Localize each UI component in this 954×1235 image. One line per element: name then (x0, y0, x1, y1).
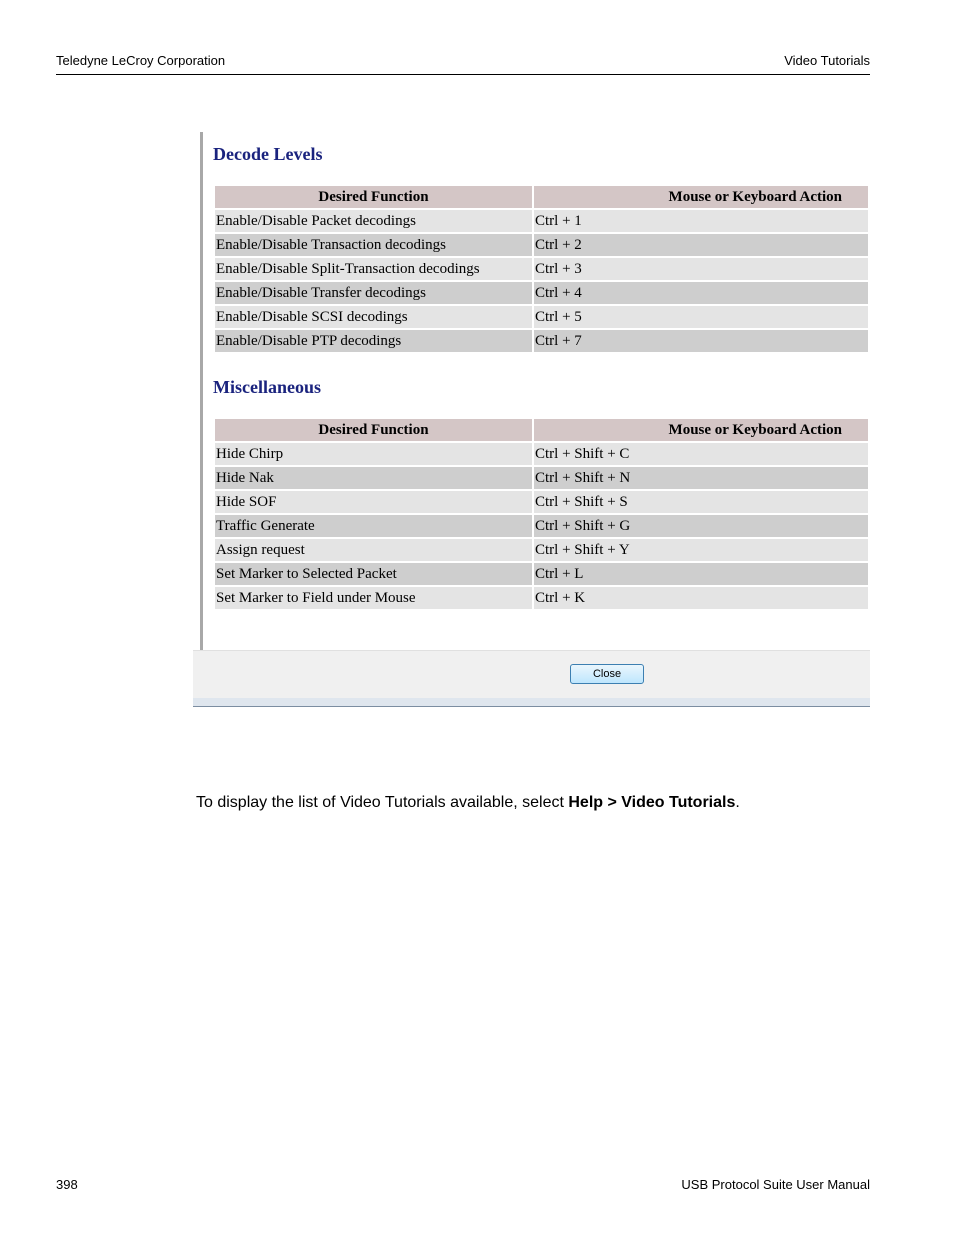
shortcut-cell: Ctrl + Shift + N (534, 465, 868, 489)
decode-levels-body (215, 208, 868, 352)
shortcut-cell: Ctrl + 2 (534, 232, 868, 256)
close-button[interactable]: Close (570, 664, 644, 684)
table-row (215, 585, 868, 609)
table-row (215, 537, 868, 561)
column-header-function: Desired Function (215, 419, 532, 441)
page-header-left: Teledyne LeCroy Corporation (56, 53, 226, 68)
function-cell: Enable/Disable Packet decodings (215, 208, 532, 232)
shortcut-cell: Ctrl + Shift + S (534, 489, 868, 513)
shortcut-cell: Ctrl + L (534, 561, 868, 585)
function-cell: Set Marker to Field under Mouse (215, 585, 532, 609)
function-cell: Enable/Disable Transaction decodings (215, 232, 532, 256)
function-cell: Enable/Disable PTP decodings (215, 328, 532, 352)
miscellaneous-title: Miscellaneous (213, 377, 321, 397)
header-rule (56, 74, 870, 75)
column-header-function: Desired Function (215, 186, 532, 208)
function-cell: Assign request (215, 537, 532, 561)
dialog-bottom-edge (193, 698, 870, 707)
instruction-text: To display the list of Video Tutorials available, select (196, 794, 569, 811)
table-row (215, 304, 868, 328)
dialog-left-border (200, 132, 203, 650)
shortcut-cell: Ctrl + 1 (534, 208, 868, 232)
keyboard-shortcuts-dialog (193, 132, 870, 706)
menu-path: Help > Video Tutorials (568, 794, 736, 811)
table-row (215, 256, 868, 280)
shortcut-cell: Ctrl + 3 (534, 256, 868, 280)
table-row (215, 328, 868, 352)
table-row (215, 441, 868, 465)
miscellaneous-table (213, 419, 870, 609)
page-footer-title: USB Protocol Suite User Manual (681, 1177, 870, 1192)
page-header-right: Video Tutorials (784, 53, 870, 68)
column-header-action: Mouse or Keyboard Action (534, 186, 868, 208)
function-cell: Enable/Disable Split-Transaction decodings (215, 256, 532, 280)
table-row (215, 232, 868, 256)
shortcut-cell: Ctrl + K (534, 585, 868, 609)
table-row (215, 489, 868, 513)
instruction-paragraph (196, 794, 740, 812)
table-row (215, 513, 868, 537)
table-row (215, 465, 868, 489)
function-cell: Traffic Generate (215, 513, 532, 537)
function-cell: Hide Chirp (215, 441, 532, 465)
table-row (215, 280, 868, 304)
function-cell: Enable/Disable SCSI decodings (215, 304, 532, 328)
decode-levels-table (213, 186, 870, 352)
table-row (215, 561, 868, 585)
page-number: 398 (56, 1177, 78, 1192)
dialog-button-bar (193, 650, 870, 699)
decode-levels-title: Decode Levels (213, 144, 323, 164)
shortcut-cell: Ctrl + 7 (534, 328, 868, 352)
table-row (215, 208, 868, 232)
instruction-end: . (735, 794, 740, 811)
function-cell: Hide SOF (215, 489, 532, 513)
function-cell: Enable/Disable Transfer decodings (215, 280, 532, 304)
shortcut-cell: Ctrl + 5 (534, 304, 868, 328)
shortcut-cell: Ctrl + 4 (534, 280, 868, 304)
column-header-action: Mouse or Keyboard Action (534, 419, 868, 441)
shortcut-cell: Ctrl + Shift + Y (534, 537, 868, 561)
shortcut-cell: Ctrl + Shift + G (534, 513, 868, 537)
function-cell: Hide Nak (215, 465, 532, 489)
shortcut-cell: Ctrl + Shift + C (534, 441, 868, 465)
miscellaneous-body (215, 441, 868, 609)
function-cell: Set Marker to Selected Packet (215, 561, 532, 585)
